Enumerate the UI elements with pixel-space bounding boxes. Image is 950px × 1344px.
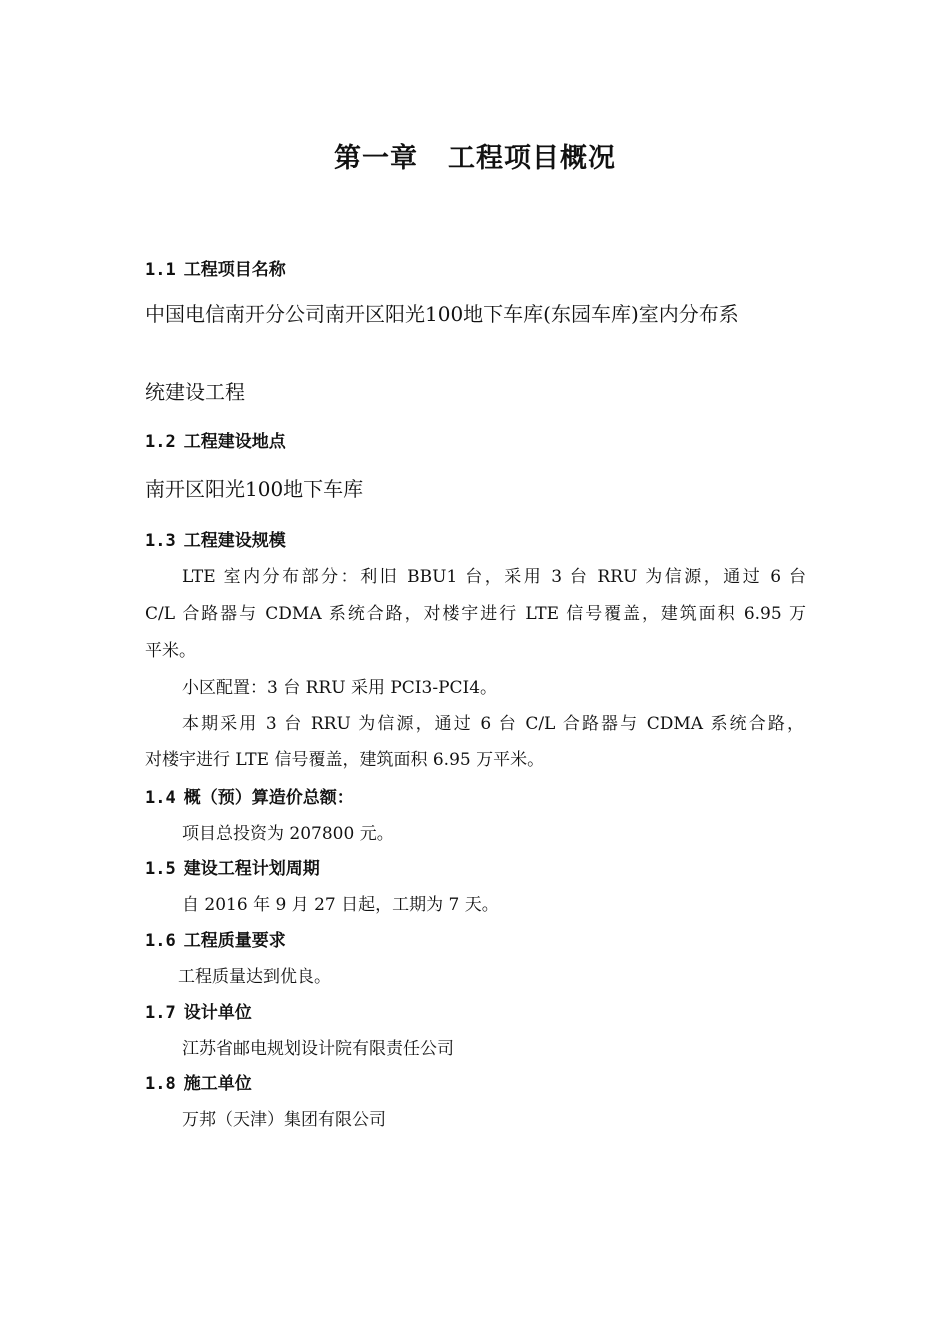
budget-text: 项目总投资为 207800 元。 — [182, 824, 394, 844]
section-number: 1.4 — [145, 788, 176, 808]
section-title: 施工单位 — [183, 1074, 252, 1094]
section-number: 1.6 — [145, 931, 176, 951]
section-heading-1-2 — [145, 427, 286, 452]
scale-line-4: 小区配置：3 台 RRU 采用 PCI3-PCI4。 — [182, 678, 498, 698]
chapter-subtitle: 工程项目概况 — [448, 143, 616, 174]
section-number: 1.8 — [145, 1074, 176, 1094]
section-title: 工程建设规模 — [183, 531, 286, 551]
section-heading-1-3 — [145, 526, 286, 551]
quality-text: 工程质量达到优良。 — [178, 967, 331, 987]
section-number: 1.5 — [145, 859, 176, 879]
section-number: 1.3 — [145, 531, 176, 551]
section-title: 建设工程计划周期 — [183, 859, 320, 879]
chapter-title — [0, 136, 950, 175]
design-unit-text: 江苏省邮电规划设计院有限责任公司 — [182, 1039, 454, 1059]
section-title: 工程项目名称 — [183, 260, 286, 280]
section-heading-1-8 — [145, 1069, 252, 1094]
section-heading-1-5 — [145, 854, 320, 879]
section-heading-1-4 — [145, 783, 354, 808]
section-heading-1-7 — [145, 998, 252, 1023]
section-title: 工程质量要求 — [183, 931, 286, 951]
project-location: 南开区阳光100地下车库 — [145, 477, 364, 501]
construction-unit-text: 万邦（天津）集团有限公司 — [182, 1110, 386, 1130]
project-name-line-2: 统建设工程 — [145, 380, 245, 404]
section-heading-1-6 — [145, 926, 286, 951]
scale-line-3: 平米。 — [145, 641, 196, 661]
scale-line-1: LTE 室内分布部分：利旧 BBU1 台，采用 3 台 RRU 为信源，通过 6 台 — [182, 567, 806, 587]
section-number: 1.2 — [145, 432, 176, 452]
section-title: 概（预）算造价总额： — [183, 788, 354, 808]
section-title: 工程建设地点 — [183, 432, 286, 452]
project-name-line-1: 中国电信南开分公司南开区阳光100地下车库(东园车库)室内分布系 — [145, 302, 739, 326]
scale-line-2: C/L 合路器与 CDMA 系统合路，对楼宇进行 LTE 信号覆盖，建筑面积 6.95 万 — [145, 604, 806, 624]
section-heading-1-1 — [145, 255, 286, 280]
section-number: 1.7 — [145, 1003, 176, 1023]
section-title: 设计单位 — [183, 1003, 252, 1023]
chapter-number: 第一章 — [334, 143, 418, 174]
section-number: 1.1 — [145, 260, 176, 280]
schedule-text: 自 2016 年 9 月 27 日起，工期为 7 天。 — [182, 895, 499, 915]
scale-line-6: 对楼宇进行 LTE 信号覆盖，建筑面积 6.95 万平米。 — [145, 750, 545, 770]
scale-line-5: 本期采用 3 台 RRU 为信源，通过 6 台 C/L 合路器与 CDMA 系统合路， — [182, 714, 804, 734]
